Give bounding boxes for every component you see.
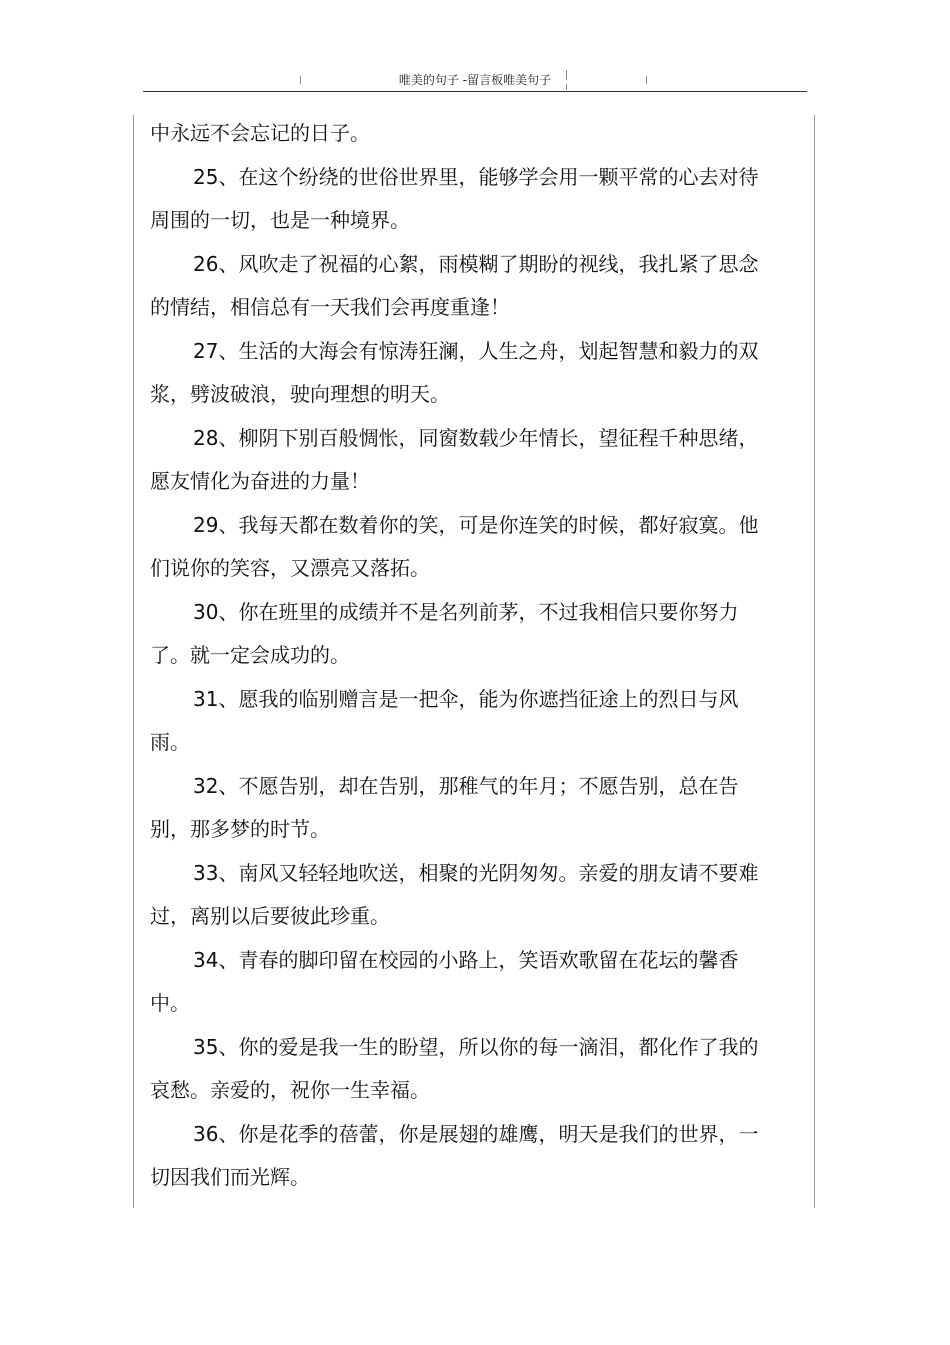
header-tick-mark: [646, 76, 647, 84]
header-tick-mark: [566, 70, 567, 80]
header-tick-mark: [566, 84, 567, 90]
quote-item-34: 34、青春的脚印留在校园的小路上，笑语欢歌留在花坛的馨香中。: [150, 947, 739, 1015]
header-tick-mark: [300, 76, 301, 84]
quote-item-35: 35、你的爱是我一生的盼望，所以你的每一滴泪，都化作了我的哀愁。亲爱的，祝你一生幸福。: [150, 1034, 759, 1102]
quote-item-36: 36、你是花季的蓓蕾，你是展翅的雄鹰，明天是我们的世界，一切因我们而光辉。: [150, 1121, 759, 1189]
page-frame-right-border: [814, 115, 815, 1208]
document-body: [150, 112, 775, 1200]
quote-item-25: 25、在这个纷绕的世俗世界里，能够学会用一颗平常的心去对待周围的一切，也是一种境界。: [150, 164, 759, 232]
quote-item-29: 29、我每天都在数着你的笑，可是你连笑的时候，都好寂寞。他们说你的笑容，又漂亮又落拓。: [150, 512, 759, 580]
quote-item-30: 30、你在班里的成绩并不是名列前茅，不过我相信只要你努力了。就一定会成功的。: [150, 599, 739, 667]
page-frame-left-border: [133, 115, 134, 1208]
header-title: 唯美的句子 -留言板唯美句子: [398, 73, 552, 87]
quote-item-27: 27、生活的大海会有惊涛狂澜，人生之舟，划起智慧和毅力的双浆，劈波破浪，驶向理想的明天。: [150, 338, 759, 406]
continued-paragraph: 中永远不会忘记的日子。: [150, 121, 370, 145]
quote-item-33: 33、南风又轻轻地吹送，相聚的光阴匆匆。亲爱的朋友请不要难过，离别以后要彼此珍重。: [150, 860, 759, 928]
quote-item-26: 26、风吹走了祝福的心絮，雨模糊了期盼的视线，我扎紧了思念的情结，相信总有一天我们会再度重逢！: [150, 251, 759, 319]
quote-item-28: 28、柳阴下别百般惆怅，同窗数载少年情长，望征程千种思绪，愿友情化为奋进的力量！: [150, 425, 759, 493]
quote-item-32: 32、不愿告别，却在告别，那稚气的年月；不愿告别，总在告别，那多梦的时节。: [150, 773, 739, 841]
header-rule: [143, 91, 807, 92]
quote-item-31: 31、愿我的临别赠言是一把伞，能为你遮挡征途上的烈日与风雨。: [150, 686, 739, 754]
